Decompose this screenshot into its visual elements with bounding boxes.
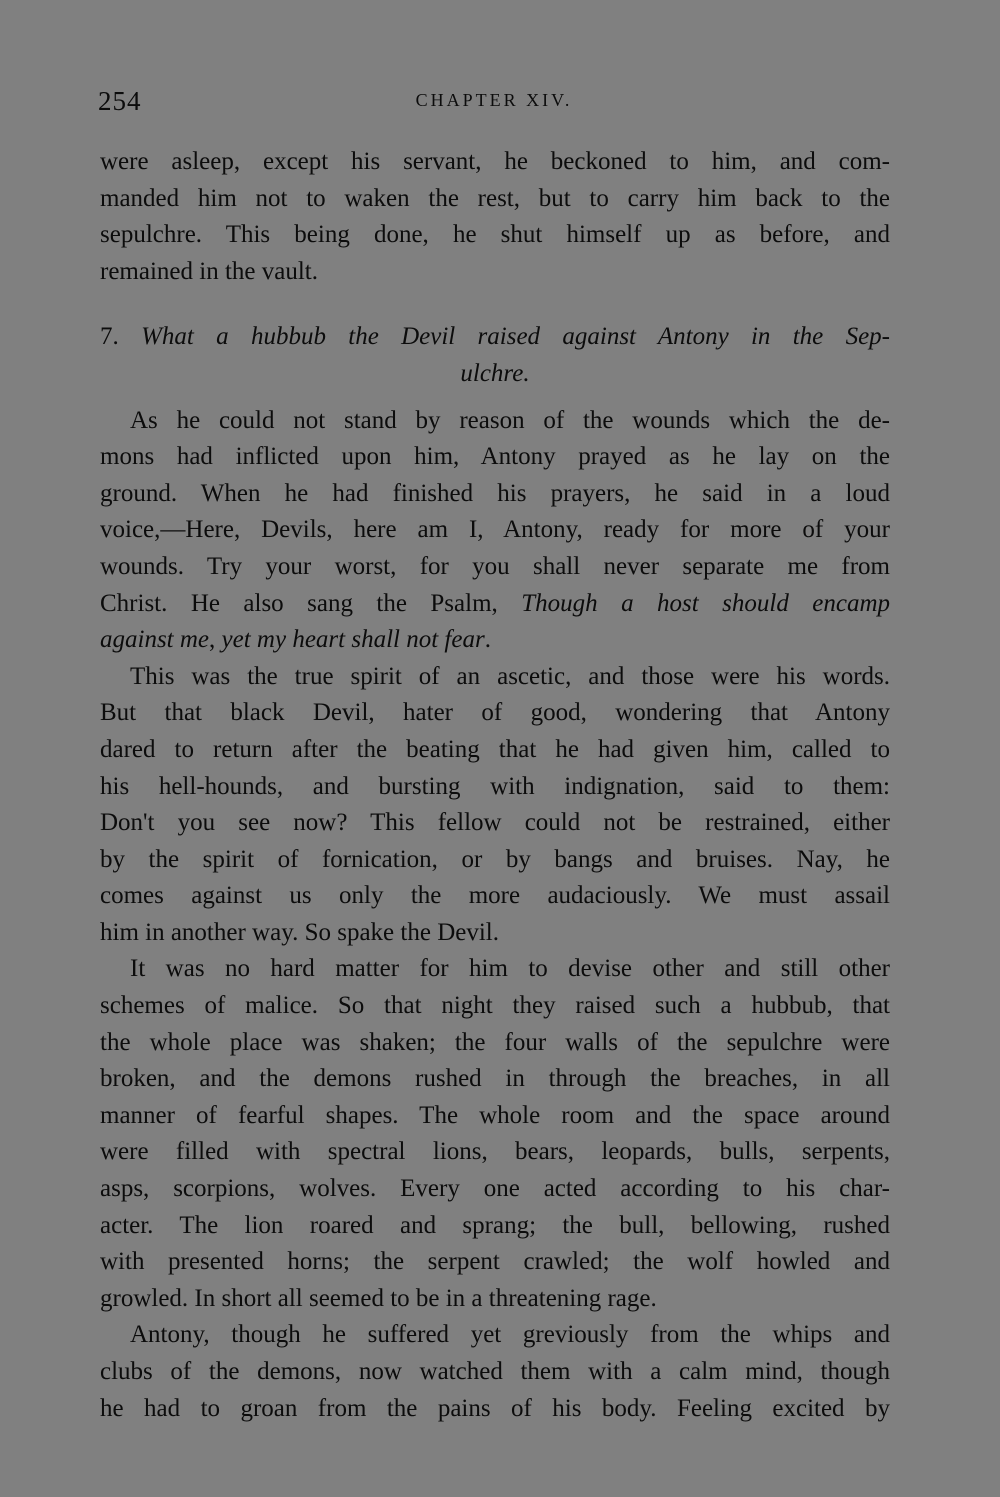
text-line: ground. When he had finished his prayers, he said in a loud [100,479,890,507]
text-line: But that black Devil, hater of good, wondering that Antony [100,699,890,727]
text-line: the whole place was shaken; the four walls of the sepulchre were [100,1028,890,1056]
paragraph [100,659,890,952]
psalm-quote: Though a host should encamp [521,589,890,617]
text-line: were asleep, except his servant, he beckoned to him, and com- [100,148,890,175]
text-line: broken, and the demons rushed in through the breaches, in all [100,1065,890,1093]
text-line: comes against us only the more audaciously. We must assail [100,882,890,910]
psalm-quote: against me [100,626,210,654]
text-line: manner of fearful shapes. The whole room and the space around [100,1101,890,1129]
paragraph-continued [100,144,890,290]
text-line: by the spirit of fornication, or by bangs and bruises. Nay, he [100,845,890,873]
text-line: remained in the vault. [100,257,318,285]
text-line: acter. The lion roared and sprang; the bull, bellowing, rushed [100,1211,890,1239]
text-fragment: , [209,626,216,654]
text-line: sepulchre. This being done, he shut himself up as before, and [100,221,890,249]
text-line: he had to groan from the pains of his body. Feeling excited by [100,1394,890,1422]
text-fragment: Christ. He also sang the Psalm, [100,589,498,617]
text-line: with presented horns; the serpent crawled; the wolf howled and [100,1248,890,1276]
section-title-line: ulchre. [460,359,530,387]
text-line: him in another way. So spake the Devil. [100,918,499,946]
section-number: 7. [100,323,119,351]
paragraph [100,403,890,659]
text-line: wounds. Try your worst, for you shall never separate me from [100,552,890,580]
chapter-heading: CHAPTER XIV. [415,90,573,110]
paragraph [100,1317,890,1427]
running-head [98,86,890,122]
text-line: mons had inflicted upon him, Antony prayed as he lay on the [100,443,890,471]
text-line: This was the true spirit of an ascetic, and those were his words. [130,662,890,690]
text-line: voice,—Here, Devils, here am I, Antony, ready for more of your [100,516,890,544]
text-line: It was no hard matter for him to devise other and still other [130,955,890,983]
text-line: dared to return after the beating that he had given him, called to [100,735,890,763]
text-line: manded him not to waken the rest, but to carry him back to the [100,184,890,212]
text-line: asps, scorpions, wolves. Every one acted according to his char- [100,1175,890,1203]
section-title-text: What a hubbub the Devil raised against Antony in the Sep- [141,323,891,351]
text-line: his hell-hounds, and bursting with indignation, said to them: [100,772,890,800]
text-line: Antony, though he suffered yet greviously from the whips and [130,1321,890,1349]
paragraph [100,951,890,1317]
text-line: Don't you see now? This fellow could not be restrained, either [100,809,890,837]
text-line: As he could not stand by reason of the wounds which the de- [130,406,890,434]
text-line: clubs of the demons, now watched them with a calm mind, though [100,1358,890,1385]
psalm-quote: yet my heart shall not fear [221,626,485,654]
text-line: were filled with spectral lions, bears, leopards, bulls, serpents, [100,1138,890,1166]
body-text [100,144,890,1427]
text-fragment: . [484,626,491,654]
text-line: schemes of malice. So that night they raised such a hubbub, that [100,992,890,1020]
section-heading [100,319,890,392]
text-line [100,586,890,623]
page-number: 254 [98,86,142,116]
section-title-line [100,319,890,356]
text-line: growled. In short all seemed to be in a threatening rage. [100,1284,657,1312]
text-line [100,622,890,659]
